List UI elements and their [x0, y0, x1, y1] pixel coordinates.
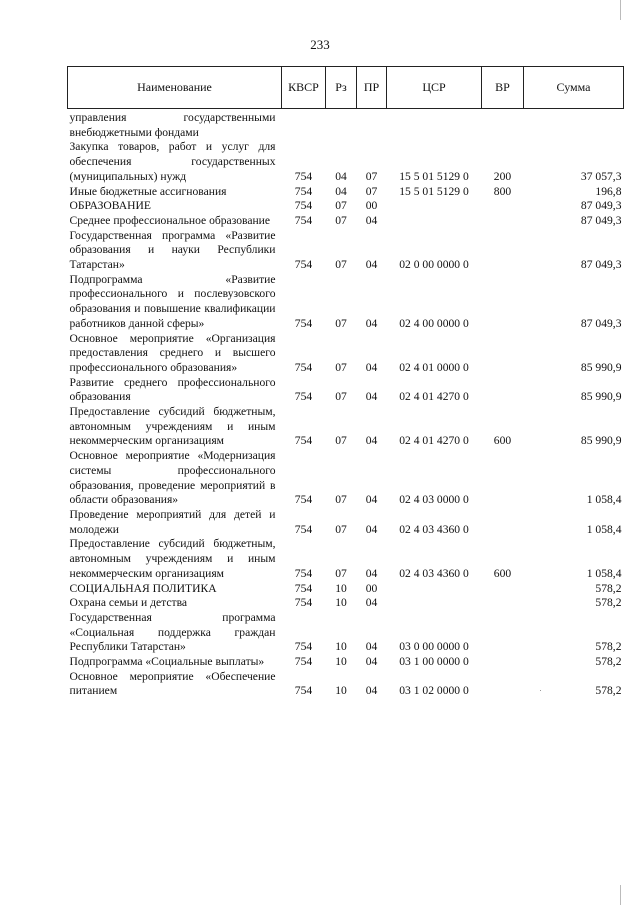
- table-row: [68, 449, 624, 508]
- cell-pr: 04: [365, 493, 378, 507]
- cell-vr: [482, 596, 524, 611]
- cell-pr: 04: [365, 390, 378, 404]
- cell-kvsr: 754: [294, 493, 313, 507]
- cell-name: Государственная программа «Развитие образования и науки Республики Татарстан»: [69, 228, 276, 272]
- cell-csr: 02 4 01 4270 0: [399, 390, 469, 404]
- cell-csr: [387, 596, 482, 611]
- cell-name: СОЦИАЛЬНАЯ ПОЛИТИКА: [69, 581, 217, 595]
- cell-sum: 1 058,4: [586, 522, 622, 536]
- header-name: Наименование: [68, 67, 282, 109]
- cell-name: Развитие среднего профессионального образования: [69, 375, 276, 404]
- cell-rz: 07: [335, 199, 347, 213]
- cell-vr: 200: [493, 169, 512, 183]
- cell-vr: [482, 611, 524, 655]
- cell-vr: [482, 199, 524, 214]
- table-row: [68, 332, 624, 376]
- cell-sum: 37 057,3: [580, 169, 622, 183]
- cell-sum: 578,2: [595, 684, 622, 698]
- cell-vr: 800: [493, 184, 512, 198]
- table-row: [68, 185, 624, 200]
- table-row: [68, 670, 624, 699]
- cell-vr: [482, 229, 524, 273]
- cell-vr: [482, 273, 524, 332]
- cell-kvsr: 754: [294, 258, 313, 272]
- cell-name: Основное мероприятие «Обеспечение питанием: [69, 669, 276, 698]
- cell-csr: 02 0 00 0000 0: [399, 258, 469, 272]
- cell-rz: 10: [335, 640, 347, 654]
- cell-vr: [482, 508, 524, 537]
- cell-sum: 196,8: [595, 184, 622, 198]
- cell-kvsr: 754: [294, 199, 313, 213]
- cell-csr: [387, 582, 482, 597]
- cell-pr: 04: [365, 522, 378, 536]
- cell-vr: [482, 655, 524, 670]
- cell-vr: [482, 214, 524, 229]
- cell-sum: 87 049,3: [580, 213, 622, 227]
- cell-pr: 04: [365, 596, 378, 610]
- cell-kvsr: 754: [294, 434, 313, 448]
- cell-vr: 600: [493, 434, 512, 448]
- cell-rz: 07: [335, 493, 347, 507]
- header-sum: Сумма: [524, 67, 624, 109]
- cell-rz: 10: [335, 581, 347, 595]
- cell-kvsr: 754: [294, 566, 313, 580]
- cell-sum: 85 990,9: [580, 390, 622, 404]
- cell-vr: [482, 376, 524, 405]
- table-row: [68, 611, 624, 655]
- cell-kvsr: 754: [294, 581, 313, 595]
- cell-rz: 07: [335, 434, 347, 448]
- scan-edge-line-top: [620, 0, 621, 20]
- cell-csr: 02 4 03 4360 0: [399, 566, 469, 580]
- cell-pr: 04: [365, 655, 378, 669]
- table-row: [68, 199, 624, 214]
- cell-sum: 1 058,4: [586, 566, 622, 580]
- cell-name: ОБРАЗОВАНИЕ: [69, 199, 151, 213]
- cell-pr: 00: [365, 199, 378, 213]
- cell-kvsr: 754: [294, 184, 313, 198]
- page-number: 233: [310, 37, 330, 52]
- cell-sum: [524, 109, 624, 141]
- table-row: [68, 214, 624, 229]
- budget-table: [67, 66, 624, 699]
- cell-pr: 07: [365, 184, 378, 198]
- table-row: [68, 537, 624, 581]
- header-rz: Рз: [326, 67, 357, 109]
- cell-sum: 85 990,9: [580, 434, 622, 448]
- cell-vr: [482, 670, 524, 699]
- cell-csr: [387, 109, 482, 141]
- cell-kvsr: 754: [294, 684, 313, 698]
- cell-vr: [482, 582, 524, 597]
- cell-pr: 04: [365, 684, 378, 698]
- cell-pr: 00: [365, 581, 378, 595]
- cell-vr: [482, 332, 524, 376]
- cell-sum: 87 049,3: [580, 316, 622, 330]
- cell-kvsr: 754: [294, 169, 313, 183]
- cell-rz: 10: [335, 655, 347, 669]
- cell-rz: 07: [335, 316, 347, 330]
- cell-name: Среднее профессиональное образование: [69, 213, 271, 227]
- cell-name: Предоставление субсидий бюджетным, автономным учреждениям и иным некоммерческим организациям: [69, 537, 276, 580]
- table-row: [68, 376, 624, 405]
- cell-sum: 87 049,3: [580, 199, 622, 213]
- cell-csr: [387, 214, 482, 229]
- cell-csr: 02 4 03 0000 0: [399, 493, 469, 507]
- cell-sum: 578,2: [595, 640, 622, 654]
- cell-kvsr: 754: [294, 522, 313, 536]
- cell-pr: 04: [365, 566, 378, 580]
- cell-pr: 04: [365, 360, 378, 374]
- cell-rz: 10: [335, 596, 347, 610]
- header-csr: ЦСР: [387, 67, 482, 109]
- cell-name: Иные бюджетные ассигнования: [69, 184, 227, 198]
- cell-rz: 07: [335, 258, 347, 272]
- cell-rz: [326, 109, 357, 141]
- cell-sum: 87 049,3: [580, 258, 622, 272]
- cell-csr: 15 5 01 5129 0: [399, 184, 469, 198]
- cell-kvsr: 754: [294, 390, 313, 404]
- table-row: [68, 596, 624, 611]
- cell-kvsr: [282, 109, 326, 141]
- cell-rz: 04: [335, 169, 347, 183]
- cell-sum: 578,2: [595, 596, 622, 610]
- cell-csr: 02 4 01 4270 0: [399, 434, 469, 448]
- cell-pr: 04: [365, 316, 378, 330]
- cell-csr: 03 0 00 0000 0: [399, 640, 469, 654]
- cell-pr: 04: [365, 213, 378, 227]
- cell-csr: [387, 199, 482, 214]
- cell-rz: 10: [335, 684, 347, 698]
- cell-name: Закупка товаров, работ и услуг для обеспечения государственных (муниципальных) нужд: [69, 140, 276, 183]
- cell-name: Подпрограмма «Социальные выплаты»: [69, 655, 265, 669]
- cell-pr: 04: [365, 258, 378, 272]
- cell-rz: 07: [335, 360, 347, 374]
- header-pr: ПР: [357, 67, 387, 109]
- table-row: [68, 109, 624, 141]
- cell-csr: 02 4 03 4360 0: [399, 522, 469, 536]
- table-row: [68, 140, 624, 184]
- cell-rz: 07: [335, 566, 347, 580]
- table-row: [68, 582, 624, 597]
- header-vr: ВР: [482, 67, 524, 109]
- table-row: [68, 508, 624, 537]
- cell-sum: 85 990,9: [580, 360, 622, 374]
- scan-edge-line-bottom: [620, 885, 621, 905]
- table-row: [68, 655, 624, 670]
- cell-kvsr: 754: [294, 213, 313, 227]
- table-row: [68, 229, 624, 273]
- table-body: [68, 109, 624, 700]
- cell-pr: [357, 109, 387, 141]
- cell-name: Основное мероприятие «Модернизация системы профессионального образования, проведение мероприятий в области образования»: [69, 449, 276, 507]
- cell-name: управления государственными внебюджетными фондами: [69, 111, 276, 139]
- cell-name: Охрана семьи и детства: [69, 596, 188, 610]
- cell-kvsr: 754: [294, 316, 313, 330]
- cell-kvsr: 754: [294, 640, 313, 654]
- cell-vr: [482, 449, 524, 508]
- cell-name: Проведение мероприятий для детей и молодежи: [69, 507, 276, 536]
- cell-csr: 03 1 02 0000 0: [399, 684, 469, 698]
- cell-csr: 03 1 00 0000 0: [399, 655, 469, 669]
- cell-vr: 600: [493, 566, 512, 580]
- cell-csr: 02 4 00 0000 0: [399, 316, 469, 330]
- table-header-row: [68, 67, 624, 109]
- cell-pr: 07: [365, 169, 378, 183]
- cell-pr: 04: [365, 640, 378, 654]
- cell-sum: 578,2: [595, 581, 622, 595]
- header-kvsr: КВСР: [282, 67, 326, 109]
- cell-pr: 04: [365, 434, 378, 448]
- cell-name: Основное мероприятие «Организация предоставления среднего и высшего профессионального образования»: [69, 331, 276, 374]
- cell-name: Государственная программа «Социальная поддержка граждан Республики Татарстан»: [69, 610, 276, 654]
- cell-name: Подпрограмма «Развитие профессионального и послевузовского образования и повышение квалификации работников данной сферы»: [69, 272, 276, 330]
- cell-kvsr: 754: [294, 655, 313, 669]
- table-row: [68, 273, 624, 332]
- cell-rz: 07: [335, 213, 347, 227]
- cell-csr: 02 4 01 0000 0: [399, 360, 469, 374]
- cell-csr: 15 5 01 5129 0: [399, 169, 469, 183]
- cell-vr: [482, 109, 524, 141]
- cell-rz: 07: [335, 522, 347, 536]
- cell-name: Предоставление субсидий бюджетным, автономным учреждениям и иным некоммерческим организациям: [69, 405, 276, 448]
- cell-rz: 07: [335, 390, 347, 404]
- cell-rz: 04: [335, 184, 347, 198]
- cell-kvsr: 754: [294, 596, 313, 610]
- table-row: [68, 405, 624, 449]
- cell-kvsr: 754: [294, 360, 313, 374]
- cell-sum: 578,2: [595, 655, 622, 669]
- cell-sum: 1 058,4: [586, 493, 622, 507]
